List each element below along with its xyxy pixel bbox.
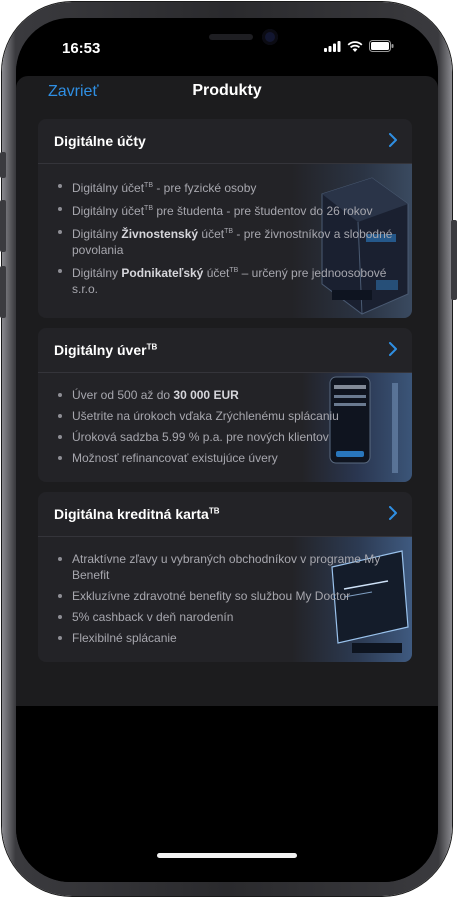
card-title: Digitálne účty <box>54 133 146 149</box>
list-item: Úver od 500 až do 30 000 EUR <box>54 387 396 403</box>
card-header[interactable] <box>38 492 412 537</box>
product-card-credit-card[interactable] <box>38 492 412 662</box>
side-button-volume-up <box>0 200 6 252</box>
notch <box>119 18 343 54</box>
side-button-volume-down <box>0 266 6 318</box>
product-card-accounts[interactable] <box>38 119 412 318</box>
side-button-mute <box>0 152 6 178</box>
card-title: Digitálna kreditná karta$^{TB}$ <box>54 506 220 522</box>
card-body <box>38 164 412 318</box>
close-button[interactable]: Zavrieť <box>48 83 99 100</box>
list-item: Exkluzívne zdravotné benefity so službou My Doctor <box>54 588 396 604</box>
feature-list <box>38 373 412 466</box>
camera-icon <box>262 29 278 45</box>
status-time: 16:53 <box>62 40 101 57</box>
list-item: Úroková sadzba 5.99 % p.a. pre nových klientov <box>54 429 396 445</box>
page-title: Produkty <box>192 82 262 99</box>
chevron-right-icon[interactable] <box>388 342 398 356</box>
list-item: Atraktívne zľavy u vybraných obchodníkov v programe My Benefit <box>54 551 396 583</box>
list-item: Ušetrite na úrokoch vďaka Zrýchlenému splácaniu <box>54 408 396 424</box>
speaker <box>209 34 253 40</box>
card-body <box>38 373 412 482</box>
list-item: Digitálny účet$^{TB}$ - pre fyzické osoby <box>54 178 396 196</box>
product-card-loan[interactable] <box>38 328 412 482</box>
list-item: Flexibilné splácanie <box>54 630 396 646</box>
card-header[interactable] <box>38 328 412 373</box>
list-item: Možnosť refinancovať existujúce úvery <box>54 450 396 466</box>
feature-list <box>38 537 412 646</box>
battery-icon <box>369 40 394 52</box>
card-header[interactable] <box>38 119 412 164</box>
home-indicator[interactable] <box>157 853 297 858</box>
chevron-right-icon[interactable] <box>388 133 398 147</box>
signal-icon <box>324 41 341 52</box>
list-item: Digitálny Živnostenský účet$^{TB}$ - pre živnostníkov a slobodné povolania <box>54 224 396 258</box>
list-item: 5% cashback v deň narodenín <box>54 609 396 625</box>
list-item: Digitálny účet$^{TB}$ pre študenta - pre študentov do 26 rokov <box>54 201 396 219</box>
side-button-power <box>451 220 457 300</box>
card-body <box>38 537 412 662</box>
chevron-right-icon[interactable] <box>388 506 398 520</box>
wifi-icon <box>347 41 363 52</box>
status-icons <box>324 40 394 52</box>
feature-list <box>38 164 412 297</box>
phone-screen <box>16 18 438 882</box>
list-item: Digitálny Podnikateľský účet$^{TB}$ – určený pre jednoosobové s.r.o. <box>54 263 396 297</box>
card-title: Digitálny úver$^{TB}$ <box>54 342 158 358</box>
nav-bar <box>16 78 438 110</box>
